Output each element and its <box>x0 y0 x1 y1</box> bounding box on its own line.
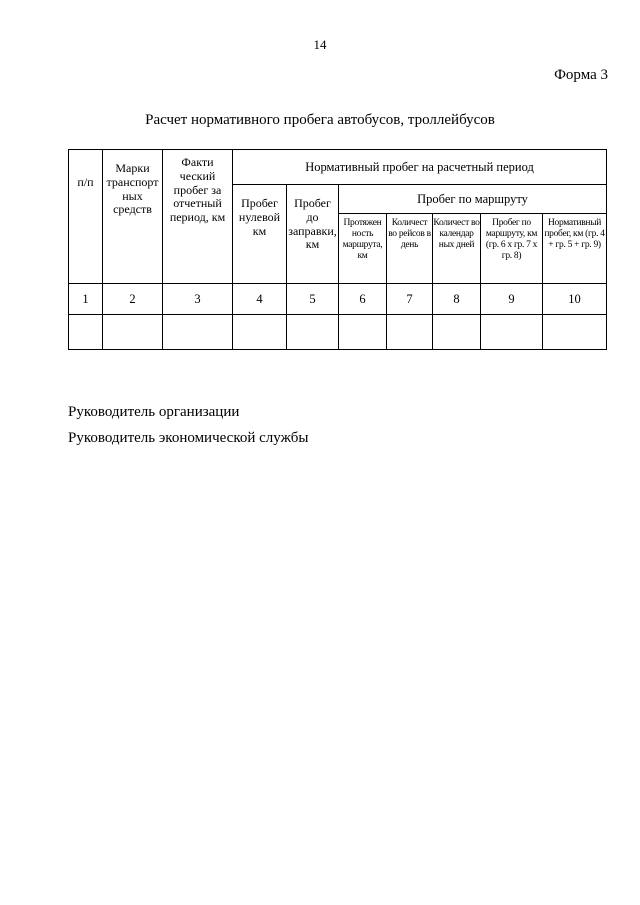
header-col-7: Количест во рейсов в день <box>387 214 433 284</box>
table-cell <box>387 315 433 350</box>
page-number: 14 <box>313 37 327 52</box>
header-col-2: Марки транспорт ных средств <box>103 150 163 284</box>
column-number: 5 <box>287 284 339 315</box>
column-number: 4 <box>233 284 287 315</box>
column-number-row <box>69 284 607 315</box>
document-title <box>0 112 640 129</box>
column-number: 8 <box>433 284 481 315</box>
table-cell <box>433 315 481 350</box>
column-number: 10 <box>543 284 607 315</box>
signature-head-of-economic-service: Руководитель экономической службы <box>68 430 309 446</box>
header-col-6: Протяжен ность маршрута, км <box>339 214 387 284</box>
header-col-1: п/п <box>69 150 103 284</box>
header-col-4: Пробег нулевой км <box>233 185 287 284</box>
mileage-table <box>68 149 607 350</box>
document-title-text: Расчет нормативного пробега автобусов, троллейбусов <box>145 112 495 128</box>
header-col-5: Пробег до заправки, км <box>287 185 339 284</box>
table-row <box>69 315 607 350</box>
table-cell <box>233 315 287 350</box>
header-col-9: Пробег по маршруту, км (гр. 6 х гр. 7 х гр. 8) <box>481 214 543 284</box>
header-route-group: Пробег по маршруту <box>339 185 607 214</box>
table-cell <box>163 315 233 350</box>
table-cell <box>339 315 387 350</box>
column-number: 7 <box>387 284 433 315</box>
column-number: 6 <box>339 284 387 315</box>
table-cell <box>69 315 103 350</box>
header-normative-group: Нормативный пробег на расчетный период <box>233 150 607 185</box>
table-cell <box>481 315 543 350</box>
table-cell <box>103 315 163 350</box>
column-number: 3 <box>163 284 233 315</box>
column-number: 9 <box>481 284 543 315</box>
table-cell <box>543 315 607 350</box>
column-number: 2 <box>103 284 163 315</box>
form-label: Форма 3 <box>554 67 608 83</box>
table-cell <box>287 315 339 350</box>
header-col-10: Нормативный пробег, км (гр. 4 + гр. 5 + гр. 9) <box>543 214 607 284</box>
column-number: 1 <box>69 284 103 315</box>
header-col-3: Факти ческий пробег за отчетный период, км <box>163 150 233 284</box>
signature-head-of-organization: Руководитель организации <box>68 404 240 420</box>
header-col-8: Количест во календар ных дней <box>433 214 481 284</box>
